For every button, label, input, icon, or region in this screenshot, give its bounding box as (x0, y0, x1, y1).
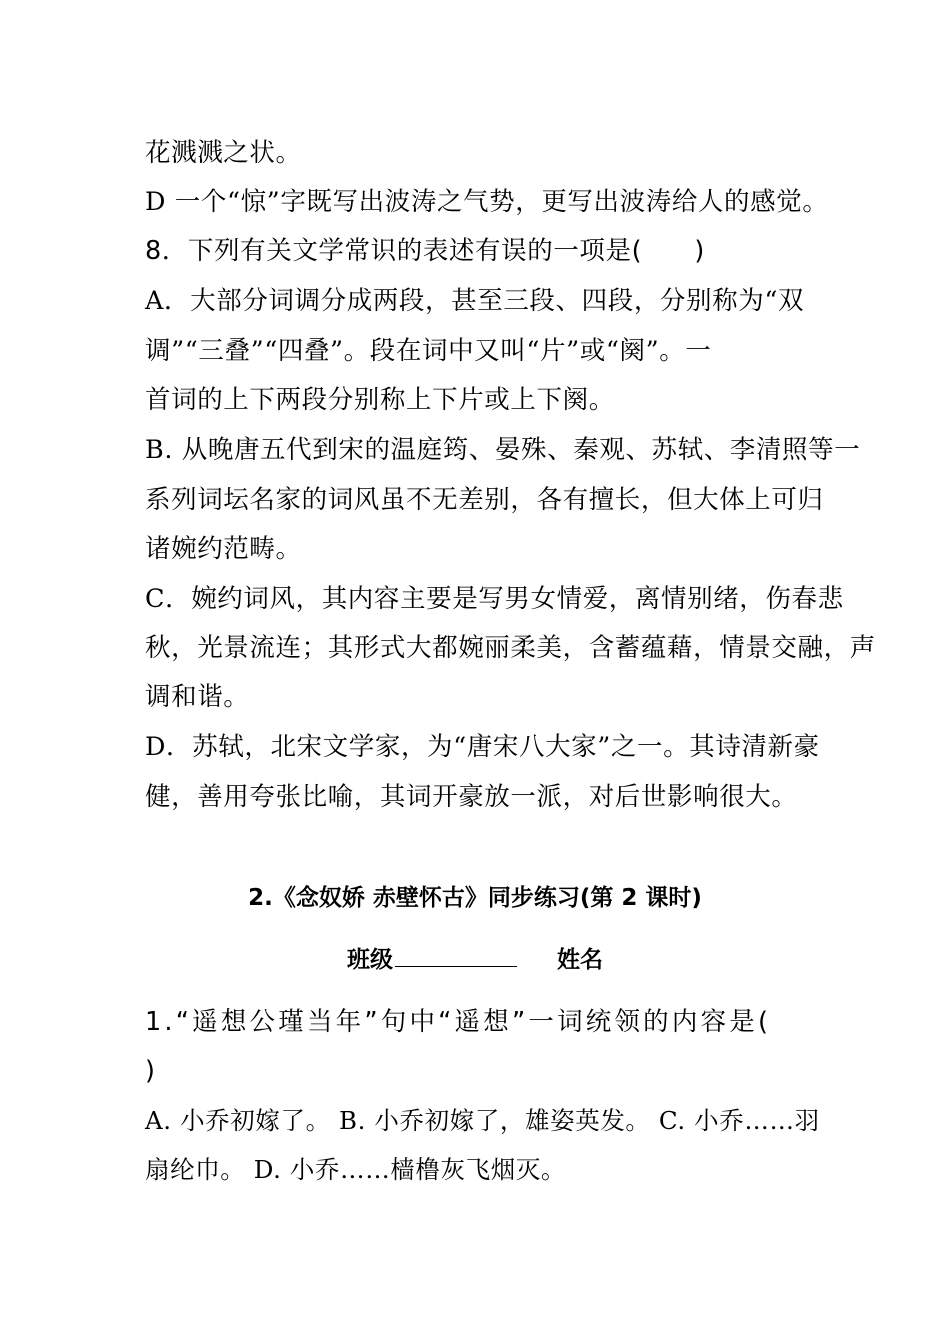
name-label: 姓名 (557, 947, 603, 973)
text-line-1: 花溅溅之状。 (145, 138, 302, 168)
option-b-line-2: 系列词坛名家的词风虽不无差别，各有擅长，但大体上可归 (145, 485, 824, 515)
option-c-line-3: 调和谐。 (145, 682, 250, 712)
option-b-line-3: 诸婉约范畴。 (145, 534, 302, 564)
option-a-line-1: A．大部分词调分成两段，甚至三段、四段，分别称为“双 (145, 286, 805, 316)
question-1-stem: 1.“遥想公瑾当年”句中“遥想”一词统领的内容是( (145, 1007, 772, 1037)
class-name-row (0, 944, 950, 975)
option-d-line-2: 健，善用夸张比喻，其词开豪放一派，对后世影响很大。 (145, 782, 798, 812)
option-c-line-2: 秋，光景流连；其形式大都婉丽柔美，含蓄蕴藉，情景交融，声 (145, 633, 876, 663)
section-title: 2.《念奴娇 赤壁怀古》同步练习(第 2 课时) (248, 885, 702, 911)
option-b-line-1: B. 从晚唐五代到宋的温庭筠、晏殊、秦观、苏轼、李清照等一 (145, 435, 861, 465)
option-c-line-1: C．婉约词风，其内容主要是写男女情爱，离情别绪，伤春悲 (145, 584, 844, 614)
option-d-line-1: D．苏轼，北宋文学家，为“唐宋八大家”之一。其诗清新豪 (145, 732, 820, 762)
class-blank-line[interactable] (395, 944, 517, 967)
question-8-stem: 8．下列有关文学常识的表述有误的一项是( ) (145, 236, 705, 266)
option-a-line-2: 调”“三叠”“四叠”。段在词中又叫“片”或“阕”。一 (145, 336, 712, 366)
option-a-line-3: 首词的上下两段分别称上下片或上下阕。 (145, 385, 615, 415)
question-1-options-line-2: 扇纶巾。 D. 小乔……樯橹灰飞烟灭。 (145, 1155, 567, 1184)
class-label: 班级 (347, 947, 393, 973)
question-1-stem-cont: ) (145, 1056, 156, 1086)
question-1-options-line-1: A. 小乔初嫁了。 B. 小乔初嫁了，雄姿英发。 C. 小乔……羽 (145, 1106, 820, 1135)
text-line-2: D 一个“惊”字既写出波涛之气势，更写出波涛给人的感觉。 (145, 187, 829, 217)
